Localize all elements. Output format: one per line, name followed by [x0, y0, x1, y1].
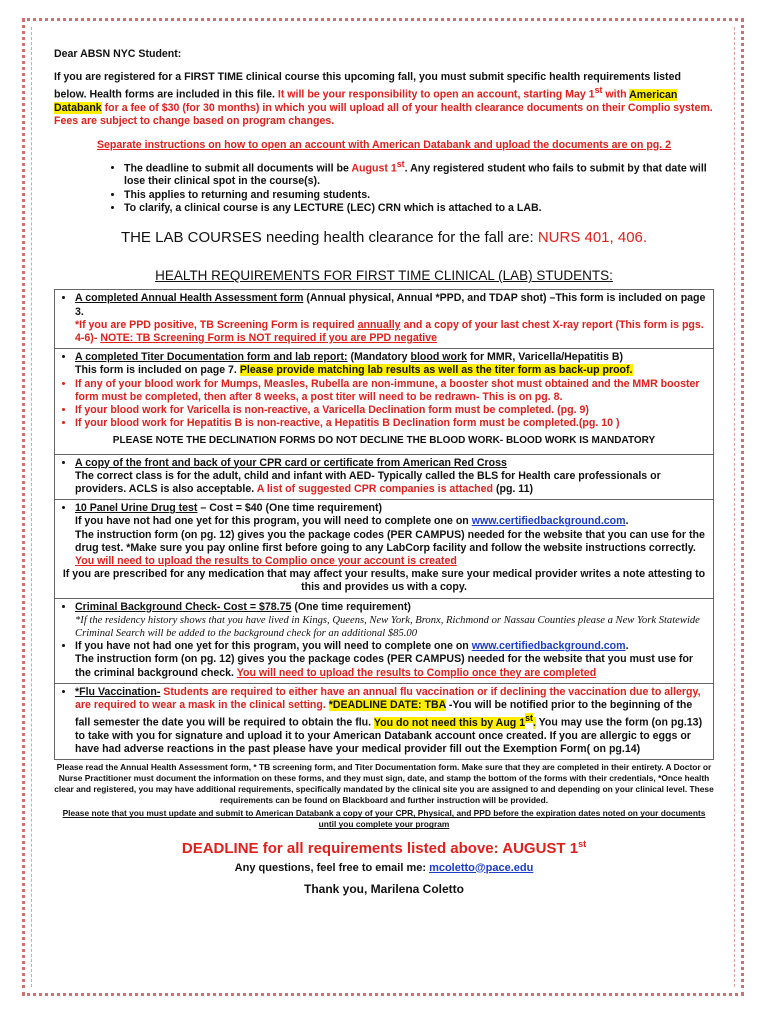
ppd-note-2: and a copy of your last chest X-ray report (This form is pgs. 4-6)- [75, 318, 704, 344]
ppd-note: *If you are PPD positive, TB Screening Form is required [75, 318, 358, 331]
drug-test-instructions: The instruction form (on pg. 12) gives you the package codes (PER CAMPUS) needed for the website that you can use for the drug test. *Make sure you pay online first before going to any LabCorp facility and follow the website instructions correctly. [75, 528, 705, 554]
annual-health-desc: (Annual physical, Annual *PPD, and TDAP shot) –This form is included on page 3. [75, 292, 706, 318]
flu-hl-post: . [532, 716, 536, 729]
titer-item [75, 351, 707, 377]
b1-sup: st [396, 158, 405, 169]
annually-text: annually [357, 318, 401, 331]
intro-red-text: It will be your responsibility to open an account, starting May 1 [277, 88, 595, 101]
certifiedbackground-link-2[interactable]: www.certifiedbackground.com [471, 640, 626, 653]
flu-not-needed-highlight: You do not need this by Aug 1 [373, 716, 526, 729]
background-line2: If you have not had one yet for this program, you will need to complete one on [75, 640, 472, 653]
salutation: Dear ABSN NYC Student: [54, 48, 182, 60]
b1-post: . Any registered student who fails to submit by that date will lose their clinical spot in the course(s). [124, 162, 707, 188]
questions-text: Any questions, feel free to email me: [234, 861, 430, 874]
mmr-item: • If any of your blood work for Mumps, Measles, Rubella are non-immune, a booster shot must obtained and the MMR booster form must be completed, then after 8 weeks, a post titer will need to be redrawn- This is on pg. 8. [75, 378, 707, 404]
b1-date: August 1 [351, 162, 397, 175]
requirement-box-flu [54, 683, 714, 761]
intro-sup: st [594, 85, 603, 96]
signature: Thank you, Marilena Coletto [303, 881, 465, 896]
annual-health-item [75, 292, 707, 345]
residency-note: *If the residency history shows that you have lived in Kings, Queens, New York, Bronx, Richmond or Nassau Counties please a New York Statewide Criminal Search will be added to the background check for an additional $85.00 [75, 614, 700, 639]
intro-text: If you are registered for a FIRST TIME clinical course this upcoming fall, you must submit specific health requirements listed below. Health forms are included in this file. [54, 71, 681, 101]
drug-test-cost: – Cost = $40 (One time requirement) [197, 502, 383, 515]
flu-item [75, 686, 707, 757]
intro-red-text-2: for a fee of $30 (for 30 months) in which you will upload all of your health clearance documents on their Complio system. [101, 102, 713, 115]
lab-title-pre: THE LAB COURSES needing health clearance for the fall are: [120, 229, 538, 247]
flu-title: *Flu Vaccination- [75, 685, 161, 698]
background-title: Criminal Background Check- Cost = $78.75 [75, 600, 292, 613]
flu-sup: st [525, 713, 533, 724]
requirement-box-titer [54, 348, 714, 454]
footer-bold-note: Please note that you must update and submit to American Databank a copy of your CPR, Physical, and PPD before the expiration dates noted on your documents until you complete your program [62, 808, 706, 830]
background-upload-note: You will need to upload the results to Complio once they are completed [236, 666, 597, 679]
footer-note: Please read the Annual Health Assessment form, * TB screening form, and Titer Documentation form. Make sure that they are completed in their entirety. A Doctor or Nurse Practitioner must document the information on these forms, and they must sign, date, and stamp the bottom of the forms with their credentials, *Once health clear and registered, you may have additional requirements, specifically mandated by the clinical site you are assigned to and depending on your clinical level. These requirements can be found on Blackboard and further instruction will be provided. [54, 762, 714, 806]
tb-note: NOTE: TB Screening Form is NOT required if you are PPD negative [100, 331, 438, 344]
separate-instructions: Separate instructions on how to open an account with American Databank and upload the documents are on pg. 2 [96, 138, 672, 151]
cpr-desc: The correct class is for the adult, child and infant with AED- Typically called the BLS for Health care professionals or providers. ACLS is also acceptable. [75, 469, 661, 495]
questions-line [54, 862, 714, 875]
titer-mid: (Mandatory [347, 351, 411, 364]
deadline-bullets [54, 158, 714, 215]
drug-test-title: 10 Panel Urine Drug test [75, 502, 198, 515]
titer-title: A completed Titer Documentation form and lab report: [75, 351, 348, 364]
flu-red-text: Students are required to either have an annual flu vaccination or if declining the vaccination due to allergy, are required to wear a mask in the clinical setting. [75, 685, 701, 711]
certifiedbackground-link[interactable]: www.certifiedbackground.com [471, 515, 626, 528]
intro-red-with: with [602, 88, 630, 101]
document-body [54, 48, 714, 896]
intro-paragraph [54, 71, 714, 128]
drug-test-upload-note: You will need to upload the results to Complio once your account is created [75, 554, 457, 567]
declination-note: PLEASE NOTE THE DECLINATION FORMS DO NOT DECLINE THE BLOOD WORK- BLOOD WORK IS MANDATORY [112, 435, 656, 447]
deadline-line [54, 838, 714, 858]
background-site-item [75, 640, 707, 680]
flu-deadline-highlight: *DEADLINE DATE: TBA [328, 698, 446, 711]
b1-pre: The deadline to submit all documents will be [124, 162, 352, 175]
requirement-box-background-check [54, 598, 714, 684]
hepatitis-item: • If your blood work for Hepatitis B is non-reactive, a Hepatitis B Declination form must be completed.(pg. 10 ) [75, 417, 707, 430]
background-instructions: The instruction form (on pg. 12) gives you the package codes (PER CAMPUS) needed for the website that you must use for the criminal background check. [75, 653, 694, 679]
drug-test-line2: If you have not had one yet for this program, you will need to complete one on [75, 515, 472, 528]
flu-rest: You may use the form (on pg.13) to take with you for signature and upload it to your American Databank account once created. If you are allergic to eggs or have had adverse reactions in the past please have your medical provider fill out the Exemption Form( on pg.14) [75, 716, 703, 756]
flu-after: -You will be notified prior to the beginning of the fall semester the date you will be required to obtain the flu. [75, 698, 693, 729]
email-link[interactable]: mcoletto@pace.edu [429, 861, 534, 874]
requirement-box-drug-test [54, 499, 714, 598]
bullet-clarify: • To clarify, a clinical course is any LECTURE (LEC) CRN which is attached to a LAB. [124, 202, 714, 215]
requirement-box-annual-health [54, 289, 714, 349]
american-databank-highlight: American Databank [54, 88, 678, 115]
background-post: (One time requirement) [291, 600, 411, 613]
titer-highlight: Please provide matching lab results as well as the titer form as back-up proof. [239, 364, 633, 377]
background-line2-post: . [625, 640, 629, 653]
titer-line2: This form is included on page 7. [75, 364, 240, 377]
cpr-list-note: A list of suggested CPR companies is attached [256, 482, 493, 495]
requirement-box-cpr [54, 454, 714, 501]
deadline-sup: st [578, 839, 587, 850]
background-check-item [75, 601, 707, 641]
fees-note: Fees are subject to change based on program changes. [54, 115, 335, 128]
titer-post: for MMR, Varicella/Hepatitis B) [467, 351, 624, 364]
lab-courses-title [54, 229, 714, 247]
varicella-item: • If your blood work for Varicella is non-reactive, a Varicella Declination form must be completed. (pg. 9) [75, 404, 707, 417]
drug-test-item [75, 502, 707, 568]
drug-test-line2-post: . [625, 515, 629, 528]
medication-note: If you are prescribed for any medication that may affect your results, make sure your medical provider writes a note attesting to this and provides us with a copy. [62, 568, 706, 594]
annual-health-title: A completed Annual Health Assessment form [75, 292, 304, 305]
deadline-text: DEADLINE for all requirements listed above: AUGUST 1 [181, 840, 579, 858]
cpr-page: (pg. 11) [493, 482, 534, 495]
blood-work-text: blood work [410, 351, 468, 364]
cpr-title: A copy of the front and back of your CPR card or certificate from American Red Cross [75, 456, 507, 469]
lab-title-courses: NURS 401, 406. [537, 229, 648, 247]
bullet-returning: • This applies to returning and resuming students. [124, 189, 714, 202]
cpr-item [75, 457, 707, 497]
health-requirements-heading: HEALTH REQUIREMENTS FOR FIRST TIME CLINICAL (LAB) STUDENTS: [155, 268, 613, 284]
bullet-deadline [124, 158, 714, 189]
